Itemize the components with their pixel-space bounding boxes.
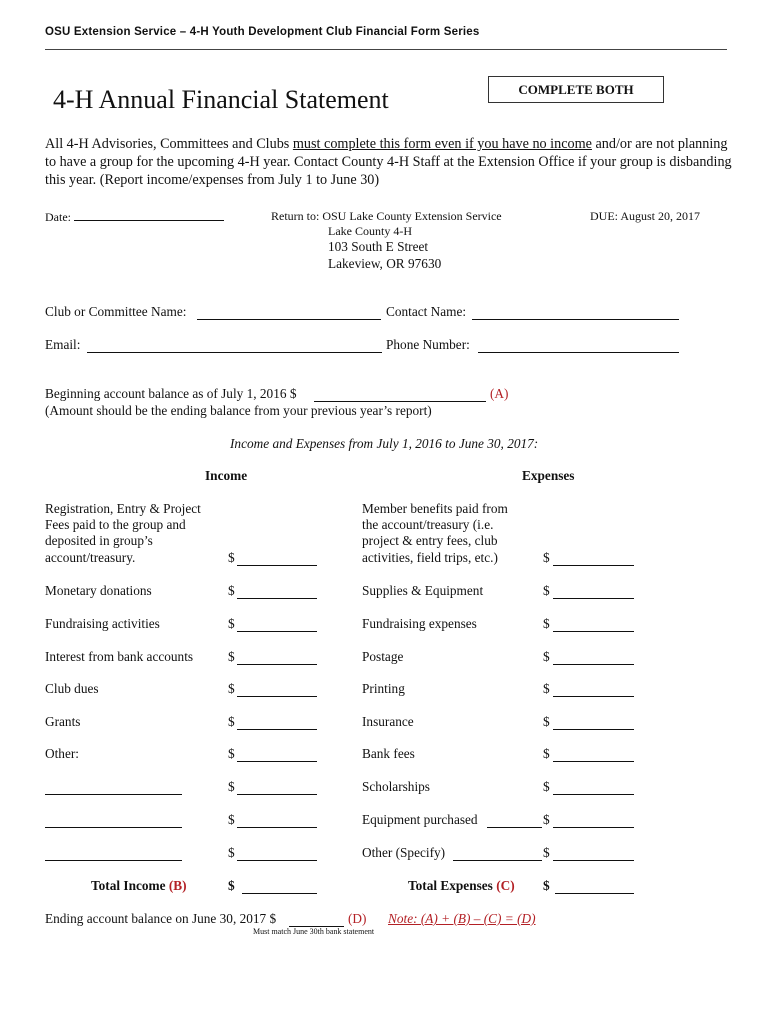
club-name-field[interactable] [197,305,381,320]
email-field[interactable] [87,338,382,353]
income-grants: Grants [45,714,81,729]
expense-other-specify: Other (Specify) [362,845,446,860]
dollar-sign: $ [228,649,235,664]
phone-field[interactable] [478,338,679,353]
dollar-sign: $ [228,746,235,761]
member-benefits-line4: activities, field trips, etc.) [362,550,498,565]
insurance-amount[interactable] [553,715,634,730]
total-income-label: Total Income (B) [91,878,187,893]
total-income-amount[interactable] [242,879,317,894]
dollar-sign: $ [543,878,550,893]
bank-statement-note: Must match June 30th bank statement [253,927,375,936]
period-heading: Income and Expenses from July 1, 2016 to June 30, 2017: [230,436,539,451]
email-label: Email: [45,337,81,352]
registration-line1: Registration, Entry & Project [45,501,201,516]
expense-equipment-purchased: Equipment purchased [362,812,478,827]
other-specify-amount[interactable] [553,846,634,861]
fundraising-expenses-amount[interactable] [553,617,634,632]
return-to-label: Return to: OSU Lake County Extension Service [271,209,502,223]
dollar-sign: $ [228,616,235,631]
dollar-sign: $ [228,583,235,598]
contact-name-field[interactable] [472,305,679,320]
dollar-sign: $ [228,845,235,860]
return-to-line3: 103 South E Street [328,239,429,254]
total-expenses-amount[interactable] [555,879,634,894]
expense-fundraising: Fundraising expenses [362,616,477,631]
marker-b: (B) [168,878,187,893]
header-rule [45,49,727,50]
dollar-sign: $ [228,714,235,729]
grants-amount[interactable] [237,715,317,730]
formula-note: Note: (A) + (B) – (C) = (D) [388,911,536,926]
income-other-name-3[interactable] [45,846,182,861]
ending-balance-label: Ending account balance on June 30, 2017 $ [45,911,277,926]
income-fundraising: Fundraising activities [45,616,160,631]
ending-balance-field[interactable] [289,912,344,927]
registration-line3: deposited in group’s [45,533,153,548]
return-to-line4: Lakeview, OR 97630 [328,256,442,271]
dollar-sign: $ [543,845,550,860]
date-label: Date: [45,209,224,225]
income-monetary-donations: Monetary donations [45,583,152,598]
dollar-sign: $ [228,550,235,565]
dollar-sign: $ [543,779,550,794]
beginning-balance-field[interactable] [314,387,486,402]
dollar-sign: $ [228,878,235,893]
bank-fees-amount[interactable] [553,747,634,762]
marker-a: (A) [490,386,509,401]
other-specify-desc[interactable] [453,846,542,861]
member-benefits-line1: Member benefits paid from [362,501,508,516]
printing-amount[interactable] [553,682,634,697]
income-heading: Income [205,468,248,483]
dollar-sign: $ [543,812,550,827]
expense-postage: Postage [362,649,404,664]
other-amount-3[interactable] [237,846,317,861]
other-amount[interactable] [237,747,317,762]
member-benefits-amount[interactable] [553,551,634,566]
registration-line4: account/treasury. [45,550,136,565]
marker-c: (C) [496,878,515,893]
beginning-balance-note: (Amount should be the ending balance from your previous year’s report) [45,403,432,418]
marker-d: (D) [348,911,367,926]
return-to-line2: Lake County 4-H [328,224,412,238]
other-amount-1[interactable] [237,780,317,795]
dollar-sign: $ [228,681,235,696]
equipment-purchased-amount[interactable] [553,813,634,828]
income-other-name-2[interactable] [45,813,182,828]
monetary-donations-amount[interactable] [237,584,317,599]
postage-amount[interactable] [553,650,634,665]
contact-name-label: Contact Name: [386,304,467,319]
dollar-sign: $ [543,681,550,696]
scholarships-amount[interactable] [553,780,634,795]
fundraising-amount[interactable] [237,617,317,632]
club-name-label: Club or Committee Name: [45,304,187,319]
expense-scholarships: Scholarships [362,779,430,794]
expense-bank-fees: Bank fees [362,746,415,761]
dollar-sign: $ [228,779,235,794]
supplies-amount[interactable] [553,584,634,599]
expense-printing: Printing [362,681,405,696]
interest-amount[interactable] [237,650,317,665]
income-other-name-1[interactable] [45,780,182,795]
intro-part2: and/or are not planning to have a group for the upcoming 4-H year. Contact County 4-H Staff at the Extension Office if your group is disbanding this year. (Report income/expenses from July 1 to June 30) [45,136,732,188]
dollar-sign: $ [228,812,235,827]
expenses-heading: Expenses [522,468,575,483]
date-field[interactable] [75,209,227,223]
intro-part1: All 4-H Advisories, Committees and Clubs [45,136,293,152]
income-interest: Interest from bank accounts [45,649,194,664]
dollar-sign: $ [543,649,550,664]
registration-line2: Fees paid to the group and [45,517,186,532]
intro-paragraph [45,135,735,189]
due-date: DUE: August 20, 2017 [590,209,701,223]
member-benefits-line2: the account/treasury (i.e. [362,517,494,532]
equipment-purchased-desc[interactable] [487,813,542,828]
total-expenses-label: Total Expenses (C) [408,878,515,893]
other-amount-2[interactable] [237,813,317,828]
beginning-balance-label: Beginning account balance as of July 1, 2016 $ [45,386,297,401]
page-title: 4-H Annual Financial Statement [53,85,389,114]
expense-supplies: Supplies & Equipment [362,583,484,598]
dollar-sign: $ [543,616,550,631]
registration-amount[interactable] [237,551,317,566]
complete-both-box: COMPLETE BOTH [488,76,664,103]
income-other: Other: [45,746,79,761]
dollar-sign: $ [543,714,550,729]
dollar-sign: $ [543,550,550,565]
income-club-dues: Club dues [45,681,99,696]
expense-insurance: Insurance [362,714,414,729]
phone-label: Phone Number: [386,337,470,352]
series-header: OSU Extension Service – 4-H Youth Development Club Financial Form Series [45,26,480,38]
club-dues-amount[interactable] [237,682,317,697]
dollar-sign: $ [543,583,550,598]
dollar-sign: $ [543,746,550,761]
intro-underlined: must complete this form even if you have no income [292,136,592,152]
member-benefits-line3: project & entry fees, club [362,533,498,548]
